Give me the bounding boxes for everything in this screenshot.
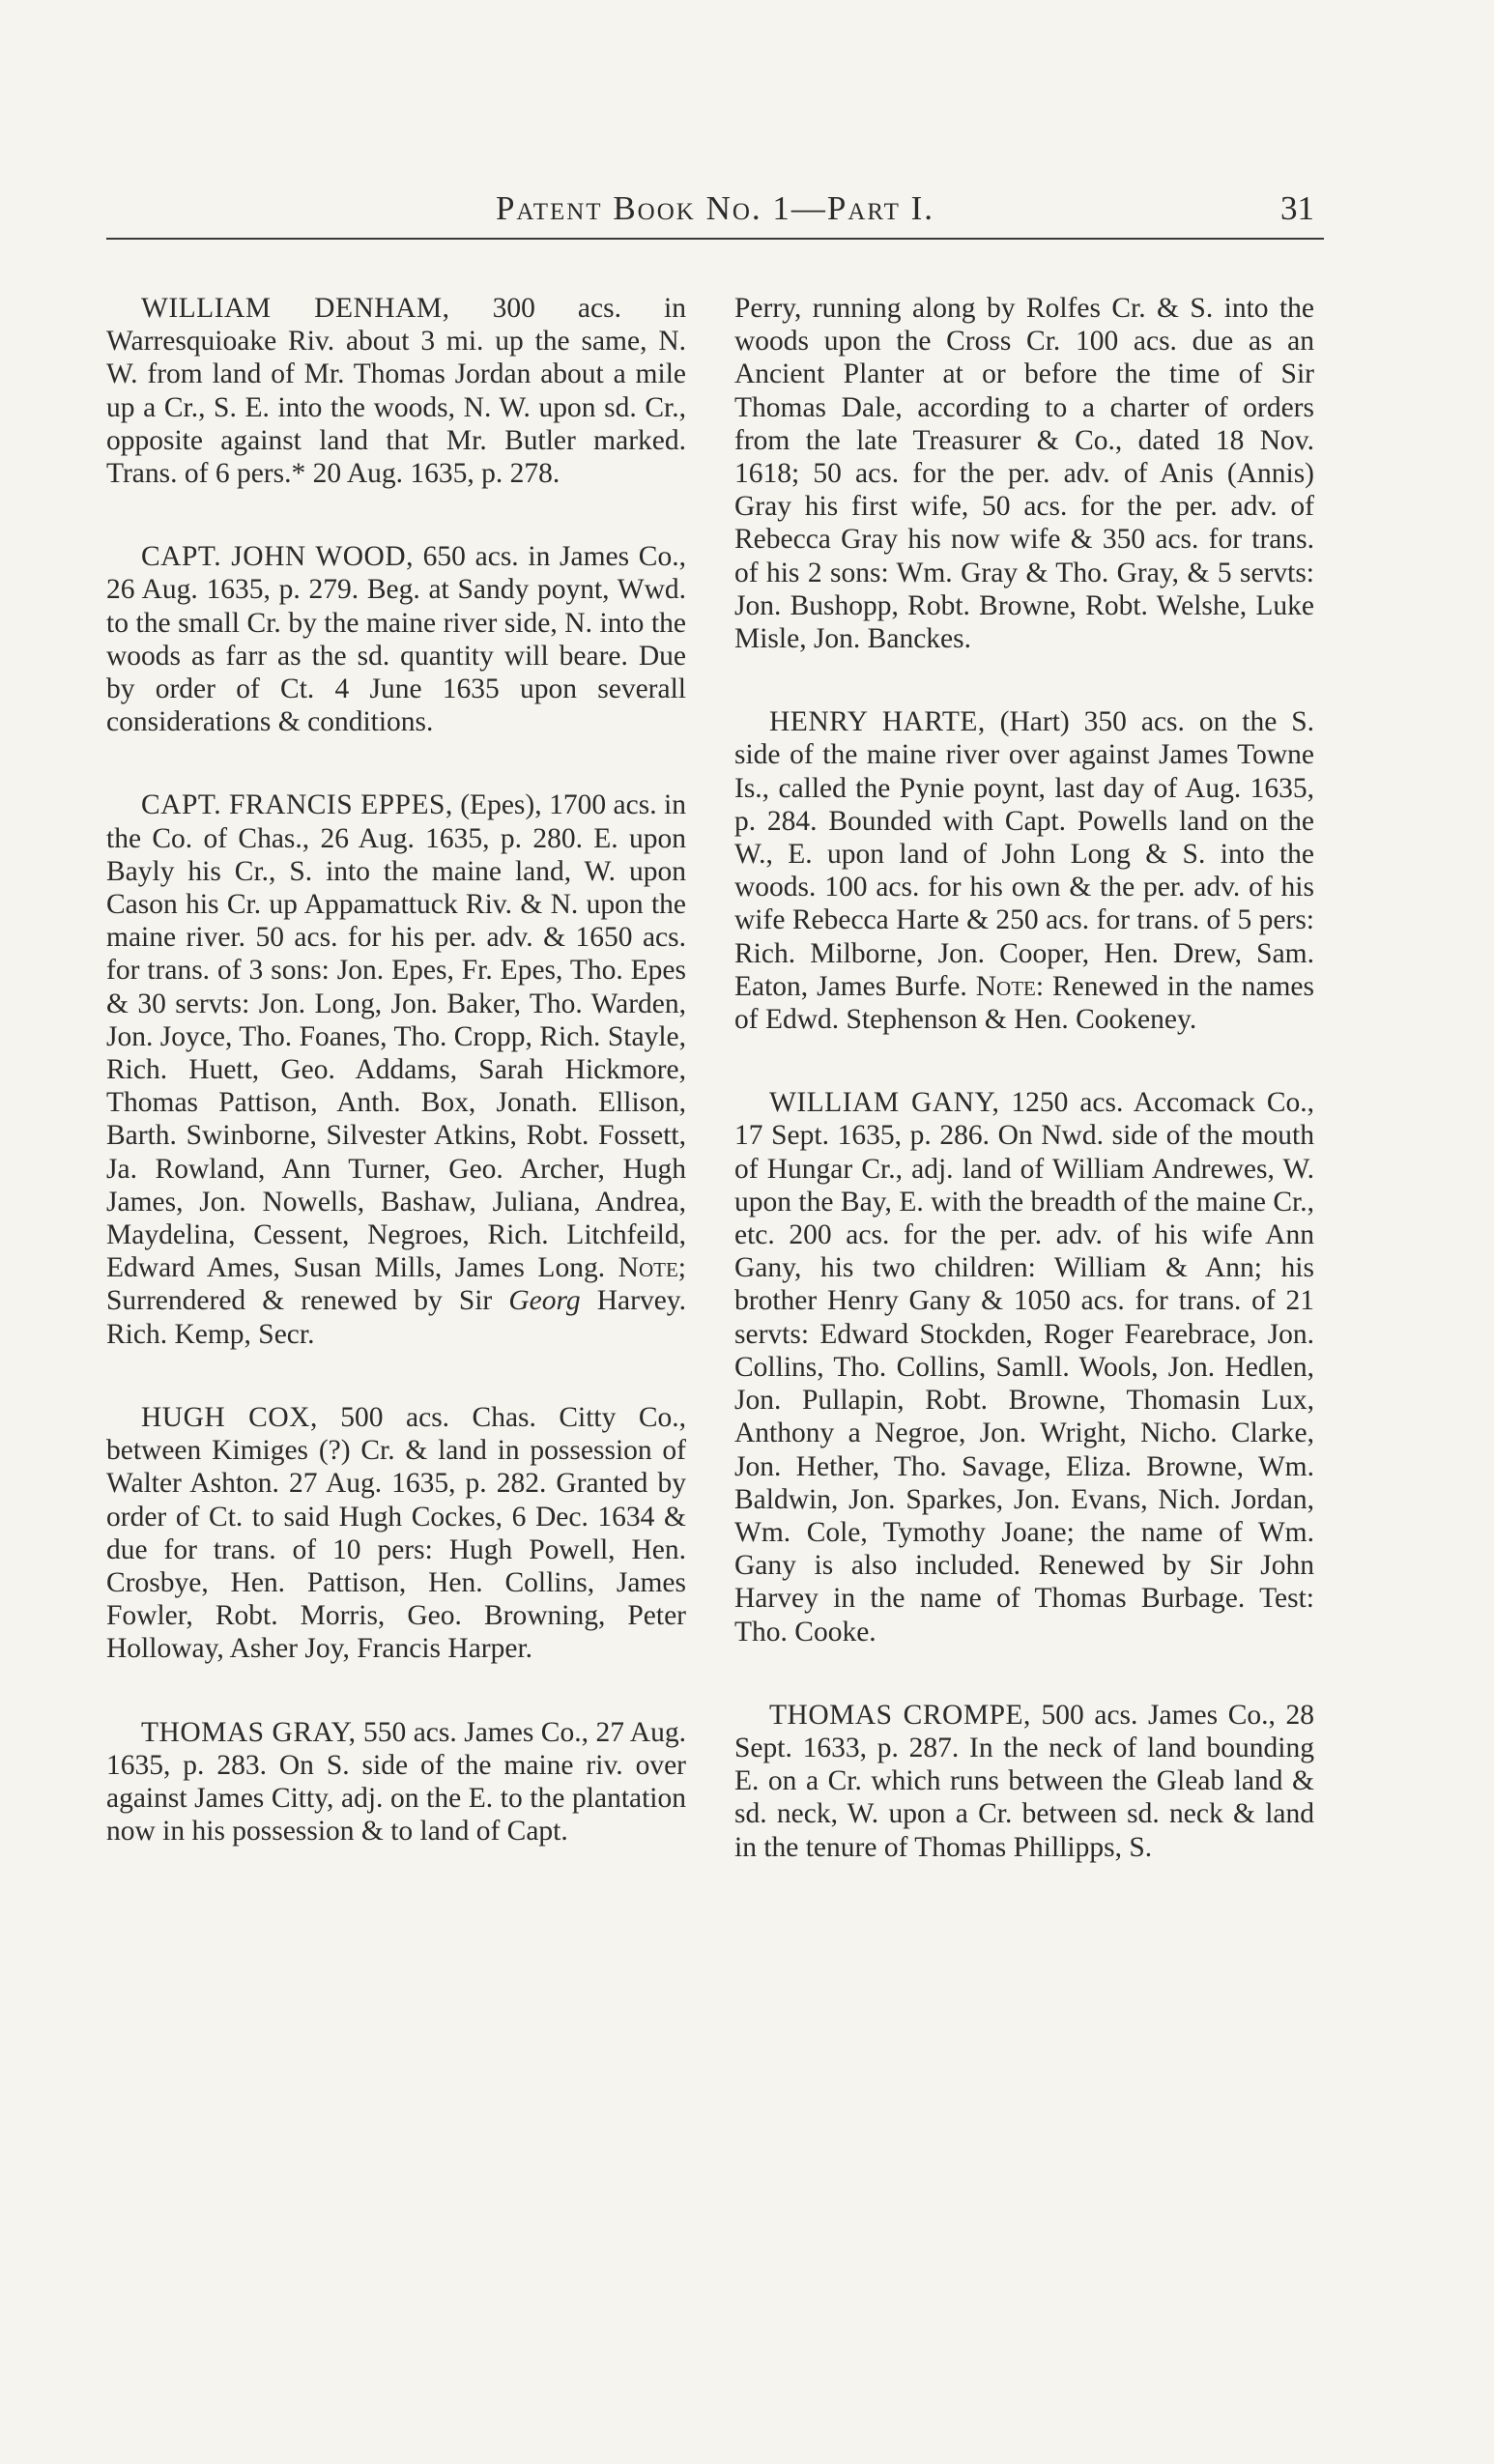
entry-text: 550 acs. James Co., 27 Aug. 1635, p. 283. On S. side of the maine riv. over against James Citty, adj. on the E. to the plantation now in his possession & to land of Capt. — [106, 1716, 686, 1848]
entry-text: 300 acs. in Warresquioake Riv. about 3 mi. up the same, N. W. from land of Mr. Thomas Jordan about a mile up a Cr., S. E. into the woods, N. W. upon sd. Cr., opposite against land that Mr. Butler marked. Trans. of 6 pers.* 20 Aug. 1635, p. 278. — [106, 293, 686, 490]
entry-text: 1250 acs. Accomack Co., 17 Sept. 1635, p. 286. On Nwd. side of the mouth of Hungar Cr., adj. land of William Andrewes, W. upon the Bay, E. with the breadth of the maine Cr., etc. 200 acs. for the per. adv. of his wife Ann Gany, his two children: William & Ann; his brother Henry Gany & 1050 acs. for trans. of 21 servts: Edward Stockden, Roger Fearebrace, Jon. Collins, Tho. Collins, Samll. Wools, Jon. Hedlen, Jon. Pullapin, Robt. Browne, Thomasin Lux, Anthony a Negroe, Jon. Wright, Nicho. Clarke, Jon. Hether, Tho. Savage, Eliza. Browne, Wm. Baldwin, Jon. Sparkes, Jon. Evans, Nich. Jordan, Wm. Cole, Tymothy Joane; the name of Wm. Gany is also included. Renewed by Sir John Harvey in the name of Thomas Burbage. Test: Tho. Cooke. — [734, 1087, 1314, 1647]
right-column — [734, 292, 1314, 1914]
entry-john-wood — [106, 540, 686, 738]
entry-text: 500 acs. James Co., 28 Sept. 1633, p. 287. In the neck of land bounding E. on a Cr. which runs between the Gleab land & sd. neck, W. upon a Cr. between sd. neck & land in the tenure of Thomas Phillipps, S. — [734, 1699, 1314, 1863]
page-header — [106, 189, 1324, 240]
entry-name: CAPT. JOHN WOOD, — [141, 541, 414, 573]
page-number: 31 — [1280, 189, 1314, 227]
entry-text: 500 acs. Chas. Citty Co., between Kimiges (?) Cr. & land in possession of Walter Ashton. 27 Aug. 1635, p. 282. Granted by order of Ct. to said Hugh Cockes, 6 Dec. 1634 & due for trans. of 10 pers: Hugh Powell, Hen. Crosbye, Hen. Pattison, Hen. Collins, James Fowler, Robt. Morris, Geo. Browning, Peter Holloway, Asher Joy, Francis Harper. — [106, 1401, 687, 1665]
entry-name: CAPT. FRANCIS EPPES, — [141, 789, 453, 821]
entry-name: HUGH COX, — [141, 1401, 318, 1433]
note-label: Note — [975, 970, 1036, 1002]
entry-william-denham — [106, 292, 686, 490]
entry-francis-eppes — [106, 788, 686, 1350]
entry-text: (Epes), 1700 acs. in the Co. of Chas., 26 Aug. 1635, p. 280. E. upon Bayly his Cr., S. into the maine land, W. upon Cason his Cr. up Appamattuck Riv. & N. upon the maine river. 50 acs. for his per. adv. & 1650 acs. for trans. of 3 sons: Jon. Epes, Fr. Epes, Tho. Epes & 30 servts: Jon. Long, Jon. Baker, Tho. Warden, Jon. Joyce, Tho. Foanes, Tho. Cropp, Rich. Stayle, Rich. Huett, Geo. Addams, Sarah Hickmore, Thomas Pattison, Anth. Box, Jonath. Ellison, Barth. Swinborne, Silvester Atkins, Robt. Fossett, Ja. Rowland, Ann Turner, Geo. Archer, Hugh James, Jon. Nowells, Bashaw, Juliana, Andrea, Maydelina, Cessent, Negroes, Rich. Litchfeild, Edward Ames, Susan Mills, James Long. — [106, 789, 686, 1284]
entry-name: THOMAS GRAY, — [141, 1716, 357, 1748]
entry-thomas-gray — [106, 1716, 686, 1848]
entry-thomas-gray-continued — [734, 292, 1314, 655]
entry-text: Perry, running along by Rolfes Cr. & S. into the woods upon the Cross Cr. 100 acs. due as an Ancient Planter at or before the time of Sir Thomas Dale, according to a charter of orders from the late Treasurer & Co., dated 18 Nov. 1618; 50 acs. for the per. adv. of Anis (Annis) Gray his first wife, 50 acs. for the per. adv. of Rebecca Gray his now wife & 350 acs. for trans. of his 2 sons: Wm. Gray & Tho. Gray, & 5 servts: Jon. Bushopp, Robt. Browne, Robt. Welshe, Luke Misle, Jon. Banckes. — [734, 293, 1314, 655]
entry-henry-harte — [734, 705, 1314, 1036]
italic-word: Georg — [508, 1285, 581, 1317]
entry-text: : Renewed in the names of Edwd. Stephenson & Hen. Cookeney. — [734, 970, 1314, 1036]
entry-william-gany — [734, 1086, 1314, 1647]
note-label: Note — [618, 1252, 678, 1284]
left-column — [106, 292, 686, 1898]
entry-thomas-crompe — [734, 1699, 1314, 1864]
entry-name: THOMAS CROMPE, — [769, 1699, 1031, 1731]
entry-text: Harvey. Rich. Kemp, Secr. — [106, 1285, 686, 1350]
entry-text: (Hart) 350 acs. on the S. side of the maine river over against James Towne Is., called the Pynie poynt, last day of Aug. 1635, p. 284. Bounded with Capt. Powells land on the W., E. upon land of John Long & S. into the woods. 100 acs. for his own & the per. adv. of his wife Rebecca Harte & 250 acs. for trans. of 5 pers: Rich. Milborne, Jon. Cooper, Hen. Drew, Sam. Eaton, James Burfe. — [734, 706, 1314, 1002]
running-title: Patent Book No. 1—Part I. — [495, 189, 935, 227]
entry-name: HENRY HARTE, — [769, 706, 986, 738]
entry-text: 650 acs. in James Co., 26 Aug. 1635, p. 279. Beg. at Sandy poynt, Wwd. to the small Cr. by the maine river side, N. into the woods as farr as the sd. quantity will beare. Due by order of Ct. 4 June 1635 upon severall considerations & conditions. — [106, 541, 686, 738]
entry-text: ; Surrendered & renewed by Sir — [106, 1252, 686, 1317]
entry-name: WILLIAM DENHAM, — [141, 293, 450, 324]
entry-hugh-cox — [106, 1401, 686, 1666]
entry-name: WILLIAM GANY, — [769, 1087, 1000, 1119]
